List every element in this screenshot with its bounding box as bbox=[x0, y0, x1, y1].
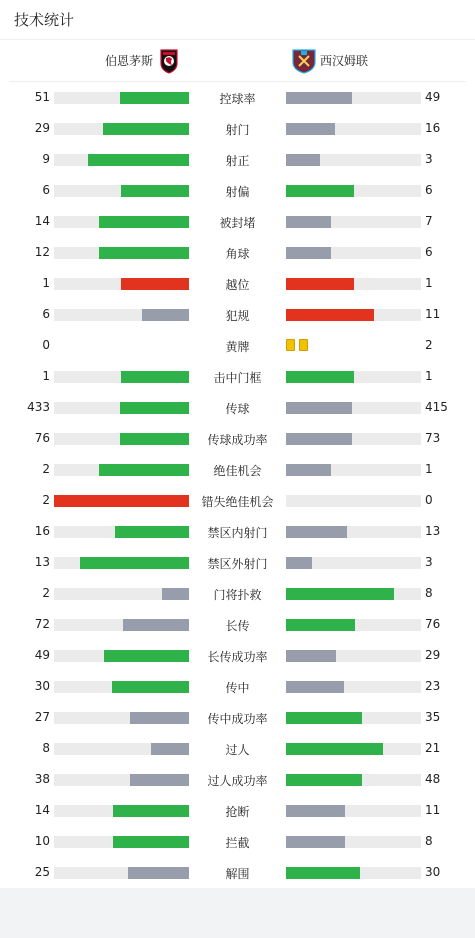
away-stat-value: 16 bbox=[425, 121, 441, 135]
stat-row bbox=[0, 82, 475, 113]
home-stat-bar-track bbox=[54, 557, 189, 569]
home-stat-bar bbox=[103, 123, 189, 135]
away-stat-bar bbox=[286, 681, 344, 693]
home-stat-bar bbox=[142, 309, 189, 321]
away-stat-value: 76 bbox=[425, 617, 441, 631]
away-stat-value: 23 bbox=[425, 679, 441, 693]
stat-row bbox=[0, 516, 475, 547]
away-stat-bar bbox=[286, 526, 347, 538]
stat-label: 传中成功率 bbox=[207, 712, 268, 726]
away-stat-value: 29 bbox=[425, 648, 441, 662]
away-stat-bar-track bbox=[286, 712, 421, 724]
home-stat-bar bbox=[99, 464, 189, 476]
home-stat-bar-track bbox=[54, 216, 189, 228]
home-stat-bar-track bbox=[54, 185, 189, 197]
away-stat-bar bbox=[286, 867, 360, 879]
away-stat-bar-track bbox=[286, 247, 421, 259]
away-stat-bar bbox=[286, 402, 352, 414]
home-stat-bar-track bbox=[54, 743, 189, 755]
away-stat-value: 35 bbox=[425, 710, 441, 724]
away-stat-bar-track bbox=[286, 185, 421, 197]
stat-row bbox=[0, 361, 475, 392]
away-stat-bar-track bbox=[286, 774, 421, 786]
home-stat-bar-track bbox=[54, 681, 189, 693]
home-stat-bar bbox=[113, 836, 189, 848]
stat-row bbox=[0, 826, 475, 857]
away-stat-bar-track bbox=[286, 464, 421, 476]
stat-label: 犯规 bbox=[225, 309, 250, 323]
away-stat-bar bbox=[286, 278, 354, 290]
home-stat-bar-track bbox=[54, 278, 189, 290]
stat-row bbox=[0, 485, 475, 516]
home-stat-bar bbox=[120, 433, 189, 445]
stat-label: 传球成功率 bbox=[207, 433, 268, 447]
home-stat-bar-track bbox=[54, 92, 189, 104]
stat-row bbox=[0, 113, 475, 144]
away-stat-value: 48 bbox=[425, 772, 441, 786]
home-stat-bar bbox=[123, 619, 189, 631]
stat-row bbox=[0, 330, 475, 361]
away-stat-value: 1 bbox=[425, 462, 433, 476]
away-stat-value: 415 bbox=[425, 400, 448, 414]
stat-row bbox=[0, 454, 475, 485]
home-stat-value: 6 bbox=[42, 183, 50, 197]
stat-label: 长传 bbox=[225, 619, 250, 633]
away-stat-bar bbox=[286, 557, 312, 569]
home-stat-bar-track bbox=[54, 154, 189, 166]
home-stat-bar bbox=[99, 247, 189, 259]
away-stat-bar bbox=[286, 371, 354, 383]
home-stat-bar bbox=[120, 402, 189, 414]
stat-label: 过人成功率 bbox=[207, 774, 268, 788]
away-stat-value: 3 bbox=[425, 555, 433, 569]
home-stat-value: 14 bbox=[34, 803, 50, 817]
home-stat-value: 2 bbox=[42, 462, 50, 476]
away-stat-bar-track bbox=[286, 216, 421, 228]
home-stat-bar-track bbox=[54, 867, 189, 879]
home-stat-bar bbox=[162, 588, 189, 600]
away-stat-bar-track bbox=[286, 588, 421, 600]
away-yellow-cards bbox=[286, 339, 308, 351]
away-stat-bar bbox=[286, 433, 352, 445]
stat-label: 角球 bbox=[225, 247, 250, 261]
stat-label: 解围 bbox=[225, 867, 250, 881]
away-stat-bar-track bbox=[286, 402, 421, 414]
home-stat-bar-track bbox=[54, 433, 189, 445]
away-stat-bar-track bbox=[286, 526, 421, 538]
away-stat-value: 11 bbox=[425, 803, 441, 817]
home-stat-value: 9 bbox=[42, 152, 50, 166]
away-stat-value: 11 bbox=[425, 307, 441, 321]
away-stat-bar-track bbox=[286, 495, 421, 507]
home-stat-bar bbox=[104, 650, 189, 662]
west-ham-crest-icon bbox=[292, 48, 316, 74]
home-stat-value: 6 bbox=[42, 307, 50, 321]
home-stat-bar-track bbox=[54, 247, 189, 259]
stat-label: 抢断 bbox=[225, 805, 250, 819]
away-stat-bar-track bbox=[286, 433, 421, 445]
stat-row bbox=[0, 702, 475, 733]
home-stat-bar-track bbox=[54, 774, 189, 786]
away-stat-value: 21 bbox=[425, 741, 441, 755]
away-stat-bar-track bbox=[286, 371, 421, 383]
away-stat-value: 2 bbox=[425, 338, 433, 352]
home-stat-value: 12 bbox=[34, 245, 50, 259]
home-stat-bar-track bbox=[54, 464, 189, 476]
away-stat-value: 8 bbox=[425, 834, 433, 848]
home-stat-value: 2 bbox=[42, 493, 50, 507]
stat-row bbox=[0, 268, 475, 299]
away-stat-bar bbox=[286, 836, 345, 848]
home-stat-bar bbox=[130, 712, 189, 724]
stat-label: 拦截 bbox=[225, 836, 250, 850]
home-stat-value: 13 bbox=[34, 555, 50, 569]
stat-row bbox=[0, 671, 475, 702]
away-stat-bar bbox=[286, 216, 331, 228]
stat-label: 被封堵 bbox=[219, 216, 256, 230]
stat-row bbox=[0, 423, 475, 454]
away-stat-value: 7 bbox=[425, 214, 433, 228]
away-stat-bar-track bbox=[286, 867, 421, 879]
home-stat-bar bbox=[113, 805, 189, 817]
yellow-card-icon bbox=[299, 339, 308, 351]
away-stat-bar bbox=[286, 464, 331, 476]
stat-label: 黄牌 bbox=[225, 340, 250, 354]
away-stat-bar-track bbox=[286, 92, 421, 104]
home-team[interactable] bbox=[105, 40, 179, 81]
home-stat-bar-track bbox=[54, 123, 189, 135]
home-stat-bar-track bbox=[54, 712, 189, 724]
home-stat-value: 10 bbox=[34, 834, 50, 848]
away-stat-value: 30 bbox=[425, 865, 441, 879]
home-stat-bar-track bbox=[54, 371, 189, 383]
away-stat-bar bbox=[286, 247, 331, 259]
home-stat-bar bbox=[121, 185, 189, 197]
away-stat-bar-track bbox=[286, 278, 421, 290]
home-stat-bar bbox=[151, 743, 189, 755]
away-stat-value: 1 bbox=[425, 276, 433, 290]
home-stat-bar bbox=[130, 774, 189, 786]
stat-label: 过人 bbox=[225, 743, 250, 757]
home-stat-bar bbox=[121, 371, 189, 383]
stat-label: 错失绝佳机会 bbox=[201, 495, 274, 509]
away-stat-bar-track bbox=[286, 743, 421, 755]
stat-label: 击中门框 bbox=[213, 371, 262, 385]
away-stat-bar-track bbox=[286, 619, 421, 631]
home-stat-bar-track bbox=[54, 402, 189, 414]
away-stat-bar-track bbox=[286, 557, 421, 569]
away-stat-bar bbox=[286, 712, 362, 724]
home-stat-bar-track bbox=[54, 805, 189, 817]
stat-row bbox=[0, 206, 475, 237]
stat-label: 越位 bbox=[225, 278, 250, 292]
home-stat-bar bbox=[128, 867, 189, 879]
home-stat-bar-track bbox=[54, 495, 189, 507]
home-stat-value: 49 bbox=[34, 648, 50, 662]
home-stat-value: 27 bbox=[34, 710, 50, 724]
away-stat-value: 6 bbox=[425, 245, 433, 259]
away-stat-bar-track bbox=[286, 309, 421, 321]
stat-label: 门将扑救 bbox=[213, 588, 262, 602]
stat-label: 传球 bbox=[225, 402, 250, 416]
home-stat-bar bbox=[121, 278, 189, 290]
home-stat-value: 0 bbox=[42, 338, 50, 352]
away-stat-value: 3 bbox=[425, 152, 433, 166]
home-stat-value: 25 bbox=[34, 865, 50, 879]
away-stat-bar-track bbox=[286, 154, 421, 166]
stat-row bbox=[0, 857, 475, 888]
away-stat-bar-track bbox=[286, 681, 421, 693]
away-stat-bar bbox=[286, 650, 336, 662]
home-stat-bar bbox=[99, 216, 189, 228]
home-stat-value: 76 bbox=[34, 431, 50, 445]
away-stat-bar-track bbox=[286, 836, 421, 848]
home-stat-bar bbox=[54, 495, 189, 507]
home-team-name: 伯恩茅斯 bbox=[104, 54, 153, 68]
home-stat-value: 433 bbox=[27, 400, 50, 414]
home-stat-value: 38 bbox=[34, 772, 50, 786]
home-stat-bar-track bbox=[54, 526, 189, 538]
home-stat-bar-track bbox=[54, 309, 189, 321]
home-stat-bar-track bbox=[54, 619, 189, 631]
away-stat-bar bbox=[286, 185, 354, 197]
home-stat-bar bbox=[115, 526, 189, 538]
home-stat-value: 72 bbox=[34, 617, 50, 631]
away-stat-bar-track bbox=[286, 123, 421, 135]
home-stat-value: 1 bbox=[42, 369, 50, 383]
stat-row bbox=[0, 299, 475, 330]
home-stat-value: 14 bbox=[34, 214, 50, 228]
home-stat-bar bbox=[120, 92, 189, 104]
home-stat-value: 30 bbox=[34, 679, 50, 693]
home-stat-value: 2 bbox=[42, 586, 50, 600]
away-stat-value: 73 bbox=[425, 431, 441, 445]
stat-label: 禁区外射门 bbox=[207, 557, 268, 571]
away-stat-bar-track bbox=[286, 805, 421, 817]
away-stat-bar-track bbox=[286, 650, 421, 662]
stat-label: 射门 bbox=[225, 123, 250, 137]
stat-row bbox=[0, 547, 475, 578]
teams-header bbox=[9, 40, 466, 82]
away-stat-bar bbox=[286, 123, 335, 135]
stat-label: 禁区内射门 bbox=[207, 526, 268, 540]
home-stat-value: 1 bbox=[42, 276, 50, 290]
away-stat-value: 0 bbox=[425, 493, 433, 507]
away-stat-value: 1 bbox=[425, 369, 433, 383]
away-stat-value: 6 bbox=[425, 183, 433, 197]
away-stat-bar bbox=[286, 743, 383, 755]
stat-row bbox=[0, 640, 475, 671]
away-stat-bar bbox=[286, 805, 345, 817]
away-stat-value: 49 bbox=[425, 90, 441, 104]
away-stat-value: 13 bbox=[425, 524, 441, 538]
home-stat-bar bbox=[88, 154, 189, 166]
stat-row bbox=[0, 144, 475, 175]
home-stat-value: 29 bbox=[34, 121, 50, 135]
stat-row bbox=[0, 237, 475, 268]
stat-row bbox=[0, 795, 475, 826]
away-stat-bar bbox=[286, 588, 394, 600]
stat-label: 射偏 bbox=[225, 185, 250, 199]
stat-row bbox=[0, 609, 475, 640]
home-stat-bar bbox=[112, 681, 189, 693]
bournemouth-crest-icon bbox=[159, 48, 179, 74]
home-stat-value: 51 bbox=[34, 90, 50, 104]
stat-label: 传中 bbox=[225, 681, 250, 695]
away-stat-bar bbox=[286, 92, 352, 104]
stat-label: 射正 bbox=[225, 154, 250, 168]
stat-row bbox=[0, 733, 475, 764]
home-stat-value: 8 bbox=[42, 741, 50, 755]
away-stat-bar bbox=[286, 154, 320, 166]
home-stat-value: 16 bbox=[34, 524, 50, 538]
away-team-name: 西汉姆联 bbox=[320, 54, 369, 68]
stat-label: 绝佳机会 bbox=[213, 464, 262, 478]
home-stat-bar-track bbox=[54, 836, 189, 848]
stats-list bbox=[0, 82, 475, 888]
home-stat-bar-track bbox=[54, 650, 189, 662]
stat-row bbox=[0, 175, 475, 206]
stat-label: 控球率 bbox=[219, 92, 256, 106]
stat-row bbox=[0, 392, 475, 423]
home-stat-bar-track bbox=[54, 588, 189, 600]
stat-row bbox=[0, 764, 475, 795]
away-stat-bar bbox=[286, 619, 355, 631]
away-stat-bar bbox=[286, 309, 374, 321]
away-team[interactable] bbox=[292, 40, 368, 81]
page-title: 技术统计 bbox=[0, 0, 475, 40]
away-stat-value: 8 bbox=[425, 586, 433, 600]
away-stat-bar bbox=[286, 774, 362, 786]
yellow-card-icon bbox=[286, 339, 295, 351]
stat-label: 长传成功率 bbox=[207, 650, 268, 664]
home-stat-bar bbox=[80, 557, 189, 569]
stat-row bbox=[0, 578, 475, 609]
